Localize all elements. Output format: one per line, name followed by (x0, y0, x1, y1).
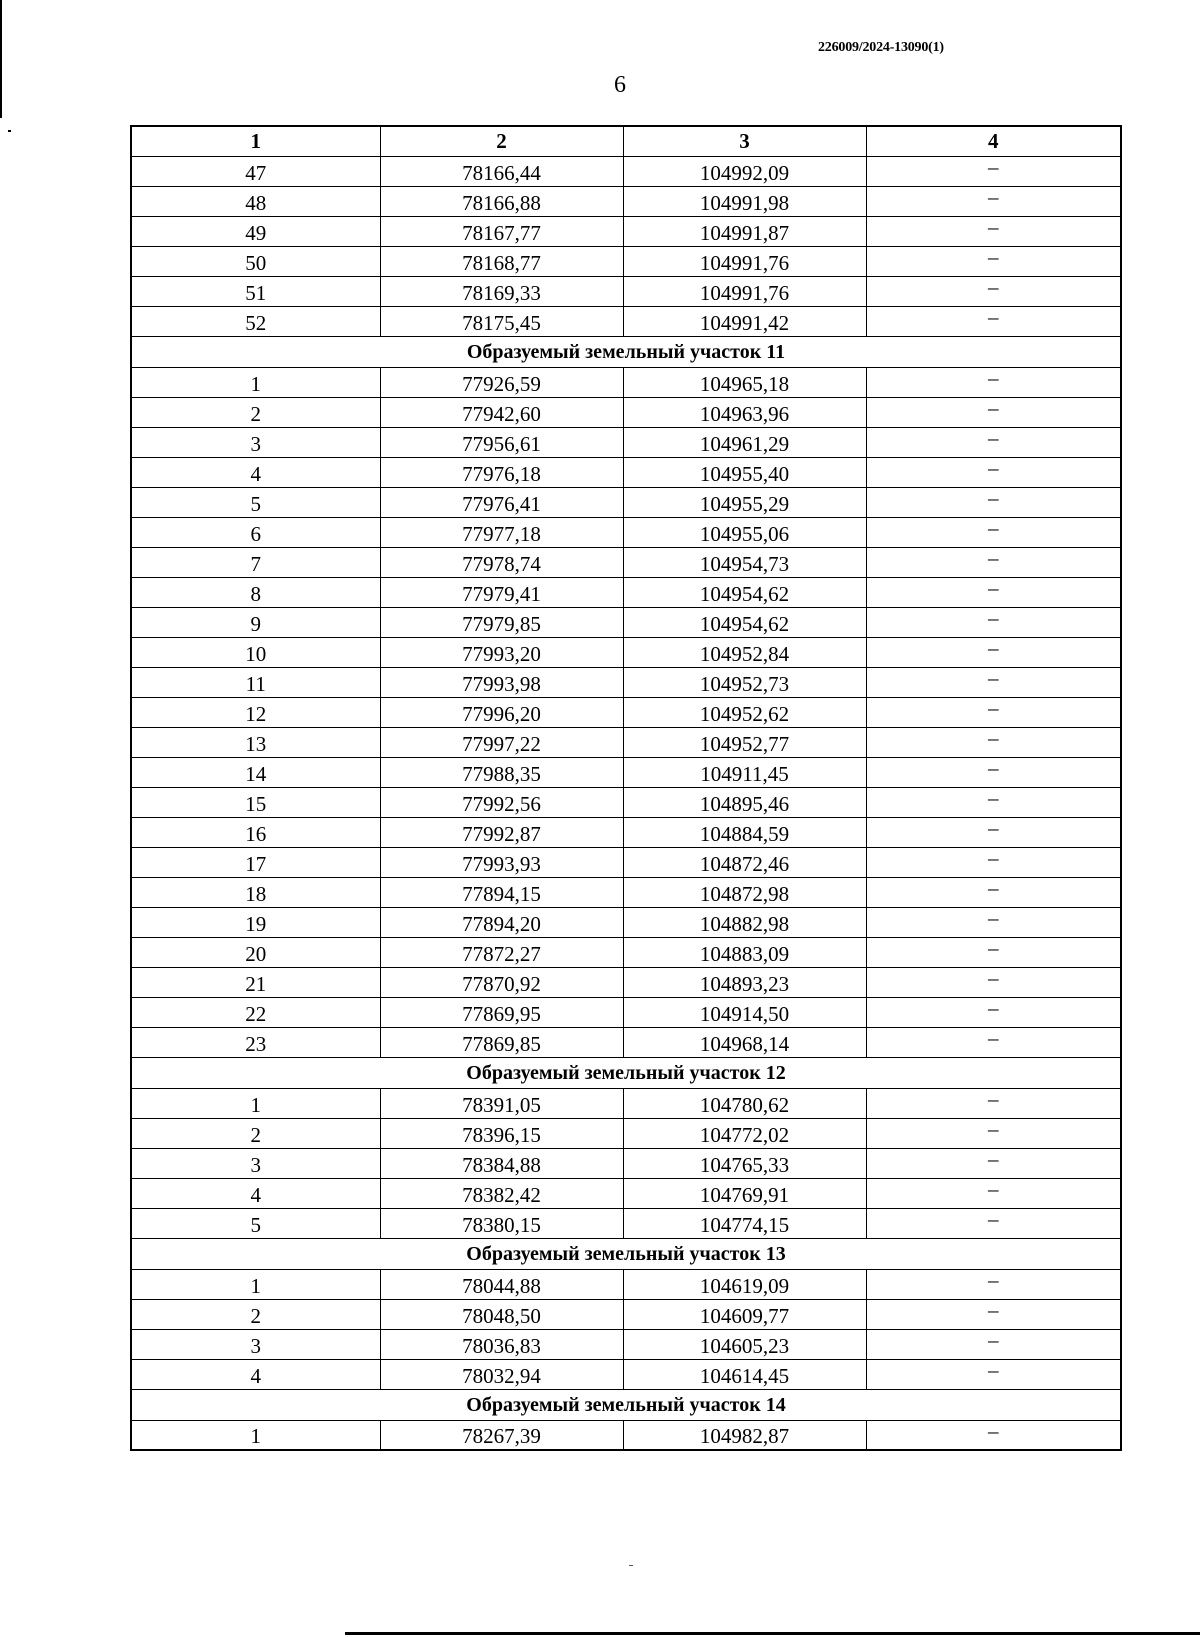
table-row (131, 186, 1121, 216)
x-coordinate-cell: 77872,27 (380, 937, 623, 967)
note-cell: – (866, 1027, 1121, 1057)
point-number-cell: 5 (131, 1208, 380, 1238)
x-coordinate-cell: 78166,44 (380, 156, 623, 186)
x-coordinate-cell: 77976,18 (380, 457, 623, 487)
note-cell: – (866, 1178, 1121, 1208)
table-row (131, 487, 1121, 517)
point-number-cell: 1 (131, 1269, 380, 1299)
point-number-cell: 17 (131, 847, 380, 877)
x-coordinate-cell: 78384,88 (380, 1148, 623, 1178)
section-title: Образуемый земельный участок 13 (131, 1238, 1121, 1269)
table-row (131, 637, 1121, 667)
x-coordinate-cell: 77894,15 (380, 877, 623, 907)
point-number-cell: 13 (131, 727, 380, 757)
note-cell: – (866, 517, 1121, 547)
table-row (131, 817, 1121, 847)
note-cell: – (866, 547, 1121, 577)
y-coordinate-cell: 104772,02 (623, 1118, 866, 1148)
point-number-cell: 1 (131, 367, 380, 397)
point-number-cell: 2 (131, 397, 380, 427)
note-cell: – (866, 907, 1121, 937)
point-number-cell: 6 (131, 517, 380, 547)
table-row (131, 1269, 1121, 1299)
section-row (131, 336, 1121, 367)
note-cell: – (866, 1359, 1121, 1389)
note-cell: – (866, 967, 1121, 997)
y-coordinate-cell: 104952,77 (623, 727, 866, 757)
y-coordinate-cell: 104884,59 (623, 817, 866, 847)
x-coordinate-cell: 77996,20 (380, 697, 623, 727)
point-number-cell: 11 (131, 667, 380, 697)
bottom-rule (345, 1632, 1200, 1635)
point-number-cell: 9 (131, 607, 380, 637)
point-number-cell: 52 (131, 306, 380, 336)
point-number-cell: 5 (131, 487, 380, 517)
section-title: Образуемый земельный участок 12 (131, 1057, 1121, 1088)
y-coordinate-cell: 104882,98 (623, 907, 866, 937)
table-body (131, 156, 1121, 1450)
section-row (131, 1389, 1121, 1420)
table-row (131, 1299, 1121, 1329)
y-coordinate-cell: 104982,87 (623, 1420, 866, 1450)
x-coordinate-cell: 77988,35 (380, 757, 623, 787)
document-number: 226009/2024-13090(1) (818, 40, 944, 55)
page-number: 6 (614, 72, 626, 98)
x-coordinate-cell: 77894,20 (380, 907, 623, 937)
point-number-cell: 16 (131, 817, 380, 847)
point-number-cell: 51 (131, 276, 380, 306)
x-coordinate-cell: 78380,15 (380, 1208, 623, 1238)
table-row (131, 847, 1121, 877)
point-number-cell: 4 (131, 457, 380, 487)
x-coordinate-cell: 77993,20 (380, 637, 623, 667)
y-coordinate-cell: 104954,62 (623, 577, 866, 607)
header-cell: 3 (623, 126, 866, 156)
table-row (131, 757, 1121, 787)
table-row (131, 1118, 1121, 1148)
x-coordinate-cell: 78048,50 (380, 1299, 623, 1329)
x-coordinate-cell: 78166,88 (380, 186, 623, 216)
table-row (131, 577, 1121, 607)
table-row (131, 1088, 1121, 1118)
y-coordinate-cell: 104992,09 (623, 156, 866, 186)
table-row (131, 1359, 1121, 1389)
point-number-cell: 1 (131, 1420, 380, 1450)
point-number-cell: 4 (131, 1359, 380, 1389)
x-coordinate-cell: 77869,85 (380, 1027, 623, 1057)
y-coordinate-cell: 104965,18 (623, 367, 866, 397)
header-row (131, 126, 1121, 156)
y-coordinate-cell: 104991,76 (623, 246, 866, 276)
note-cell: – (866, 1269, 1121, 1299)
y-coordinate-cell: 104774,15 (623, 1208, 866, 1238)
y-coordinate-cell: 104883,09 (623, 937, 866, 967)
note-cell: – (866, 577, 1121, 607)
table-row (131, 457, 1121, 487)
x-coordinate-cell: 77976,41 (380, 487, 623, 517)
scan-artifact (629, 1565, 633, 1566)
point-number-cell: 21 (131, 967, 380, 997)
y-coordinate-cell: 104991,42 (623, 306, 866, 336)
header-cell: 4 (866, 126, 1121, 156)
x-coordinate-cell: 78382,42 (380, 1178, 623, 1208)
note-cell: – (866, 1088, 1121, 1118)
table-row (131, 1148, 1121, 1178)
y-coordinate-cell: 104955,06 (623, 517, 866, 547)
table-row (131, 367, 1121, 397)
x-coordinate-cell: 78167,77 (380, 216, 623, 246)
x-coordinate-cell: 77956,61 (380, 427, 623, 457)
y-coordinate-cell: 104614,45 (623, 1359, 866, 1389)
x-coordinate-cell: 77979,41 (380, 577, 623, 607)
point-number-cell: 10 (131, 637, 380, 667)
x-coordinate-cell: 77869,95 (380, 997, 623, 1027)
y-coordinate-cell: 104872,46 (623, 847, 866, 877)
y-coordinate-cell: 104963,96 (623, 397, 866, 427)
table-row (131, 997, 1121, 1027)
y-coordinate-cell: 104952,62 (623, 697, 866, 727)
note-cell: – (866, 667, 1121, 697)
note-cell: – (866, 276, 1121, 306)
x-coordinate-cell: 77942,60 (380, 397, 623, 427)
y-coordinate-cell: 104914,50 (623, 997, 866, 1027)
point-number-cell: 7 (131, 547, 380, 577)
y-coordinate-cell: 104609,77 (623, 1299, 866, 1329)
x-coordinate-cell: 78267,39 (380, 1420, 623, 1450)
y-coordinate-cell: 104911,45 (623, 757, 866, 787)
note-cell: – (866, 787, 1121, 817)
note-cell: – (866, 727, 1121, 757)
table-row (131, 967, 1121, 997)
x-coordinate-cell: 78168,77 (380, 246, 623, 276)
note-cell: – (866, 607, 1121, 637)
point-number-cell: 23 (131, 1027, 380, 1057)
x-coordinate-cell: 78036,83 (380, 1329, 623, 1359)
point-number-cell: 3 (131, 427, 380, 457)
y-coordinate-cell: 104893,23 (623, 967, 866, 997)
table-row (131, 787, 1121, 817)
x-coordinate-cell: 77870,92 (380, 967, 623, 997)
note-cell: – (866, 817, 1121, 847)
note-cell: – (866, 1208, 1121, 1238)
point-number-cell: 22 (131, 997, 380, 1027)
y-coordinate-cell: 104955,29 (623, 487, 866, 517)
x-coordinate-cell: 77992,87 (380, 817, 623, 847)
note-cell: – (866, 937, 1121, 967)
table-row (131, 547, 1121, 577)
note-cell: – (866, 427, 1121, 457)
note-cell: – (866, 246, 1121, 276)
table-row (131, 427, 1121, 457)
point-number-cell: 48 (131, 186, 380, 216)
point-number-cell: 12 (131, 697, 380, 727)
section-row (131, 1057, 1121, 1088)
table-row (131, 907, 1121, 937)
section-row (131, 1238, 1121, 1269)
y-coordinate-cell: 104955,40 (623, 457, 866, 487)
x-coordinate-cell: 78032,94 (380, 1359, 623, 1389)
y-coordinate-cell: 104952,73 (623, 667, 866, 697)
x-coordinate-cell: 77997,22 (380, 727, 623, 757)
table-row (131, 1329, 1121, 1359)
table-row (131, 877, 1121, 907)
note-cell: – (866, 186, 1121, 216)
point-number-cell: 14 (131, 757, 380, 787)
note-cell: – (866, 997, 1121, 1027)
point-number-cell: 1 (131, 1088, 380, 1118)
note-cell: – (866, 1420, 1121, 1450)
y-coordinate-cell: 104765,33 (623, 1148, 866, 1178)
table-row (131, 517, 1121, 547)
note-cell: – (866, 1118, 1121, 1148)
table-row (131, 607, 1121, 637)
table-row (131, 1027, 1121, 1057)
point-number-cell: 3 (131, 1148, 380, 1178)
note-cell: – (866, 637, 1121, 667)
note-cell: – (866, 487, 1121, 517)
margin-tick (8, 130, 11, 132)
y-coordinate-cell: 104605,23 (623, 1329, 866, 1359)
table-row (131, 667, 1121, 697)
note-cell: – (866, 397, 1121, 427)
x-coordinate-cell: 78169,33 (380, 276, 623, 306)
section-title: Образуемый земельный участок 11 (131, 336, 1121, 367)
note-cell: – (866, 367, 1121, 397)
y-coordinate-cell: 104954,62 (623, 607, 866, 637)
table-row (131, 216, 1121, 246)
table-row (131, 697, 1121, 727)
point-number-cell: 19 (131, 907, 380, 937)
y-coordinate-cell: 104780,62 (623, 1088, 866, 1118)
point-number-cell: 15 (131, 787, 380, 817)
header-cell: 2 (380, 126, 623, 156)
point-number-cell: 2 (131, 1299, 380, 1329)
x-coordinate-cell: 78396,15 (380, 1118, 623, 1148)
note-cell: – (866, 1299, 1121, 1329)
x-coordinate-cell: 78391,05 (380, 1088, 623, 1118)
x-coordinate-cell: 78044,88 (380, 1269, 623, 1299)
y-coordinate-cell: 104961,29 (623, 427, 866, 457)
note-cell: – (866, 156, 1121, 186)
point-number-cell: 47 (131, 156, 380, 186)
y-coordinate-cell: 104952,84 (623, 637, 866, 667)
note-cell: – (866, 877, 1121, 907)
x-coordinate-cell: 78175,45 (380, 306, 623, 336)
point-number-cell: 49 (131, 216, 380, 246)
y-coordinate-cell: 104954,73 (623, 547, 866, 577)
x-coordinate-cell: 77978,74 (380, 547, 623, 577)
table-row (131, 1208, 1121, 1238)
x-coordinate-cell: 77993,93 (380, 847, 623, 877)
point-number-cell: 8 (131, 577, 380, 607)
note-cell: – (866, 1148, 1121, 1178)
y-coordinate-cell: 104991,87 (623, 216, 866, 246)
point-number-cell: 18 (131, 877, 380, 907)
table-row (131, 1420, 1121, 1450)
table-row (131, 246, 1121, 276)
point-number-cell: 20 (131, 937, 380, 967)
x-coordinate-cell: 77993,98 (380, 667, 623, 697)
note-cell: – (866, 306, 1121, 336)
point-number-cell: 3 (131, 1329, 380, 1359)
margin-mark (0, 0, 2, 118)
note-cell: – (866, 757, 1121, 787)
point-number-cell: 50 (131, 246, 380, 276)
y-coordinate-cell: 104968,14 (623, 1027, 866, 1057)
note-cell: – (866, 847, 1121, 877)
coordinates-table (130, 125, 1122, 1451)
y-coordinate-cell: 104991,76 (623, 276, 866, 306)
note-cell: – (866, 457, 1121, 487)
point-number-cell: 4 (131, 1178, 380, 1208)
table-row (131, 156, 1121, 186)
table-row (131, 276, 1121, 306)
table-row (131, 727, 1121, 757)
table-row (131, 306, 1121, 336)
y-coordinate-cell: 104872,98 (623, 877, 866, 907)
table-row (131, 397, 1121, 427)
y-coordinate-cell: 104619,09 (623, 1269, 866, 1299)
note-cell: – (866, 697, 1121, 727)
y-coordinate-cell: 104769,91 (623, 1178, 866, 1208)
x-coordinate-cell: 77977,18 (380, 517, 623, 547)
y-coordinate-cell: 104895,46 (623, 787, 866, 817)
header-cell: 1 (131, 126, 380, 156)
x-coordinate-cell: 77979,85 (380, 607, 623, 637)
note-cell: – (866, 216, 1121, 246)
y-coordinate-cell: 104991,98 (623, 186, 866, 216)
table-row (131, 1178, 1121, 1208)
point-number-cell: 2 (131, 1118, 380, 1148)
note-cell: – (866, 1329, 1121, 1359)
x-coordinate-cell: 77926,59 (380, 367, 623, 397)
x-coordinate-cell: 77992,56 (380, 787, 623, 817)
table-row (131, 937, 1121, 967)
section-title: Образуемый земельный участок 14 (131, 1389, 1121, 1420)
